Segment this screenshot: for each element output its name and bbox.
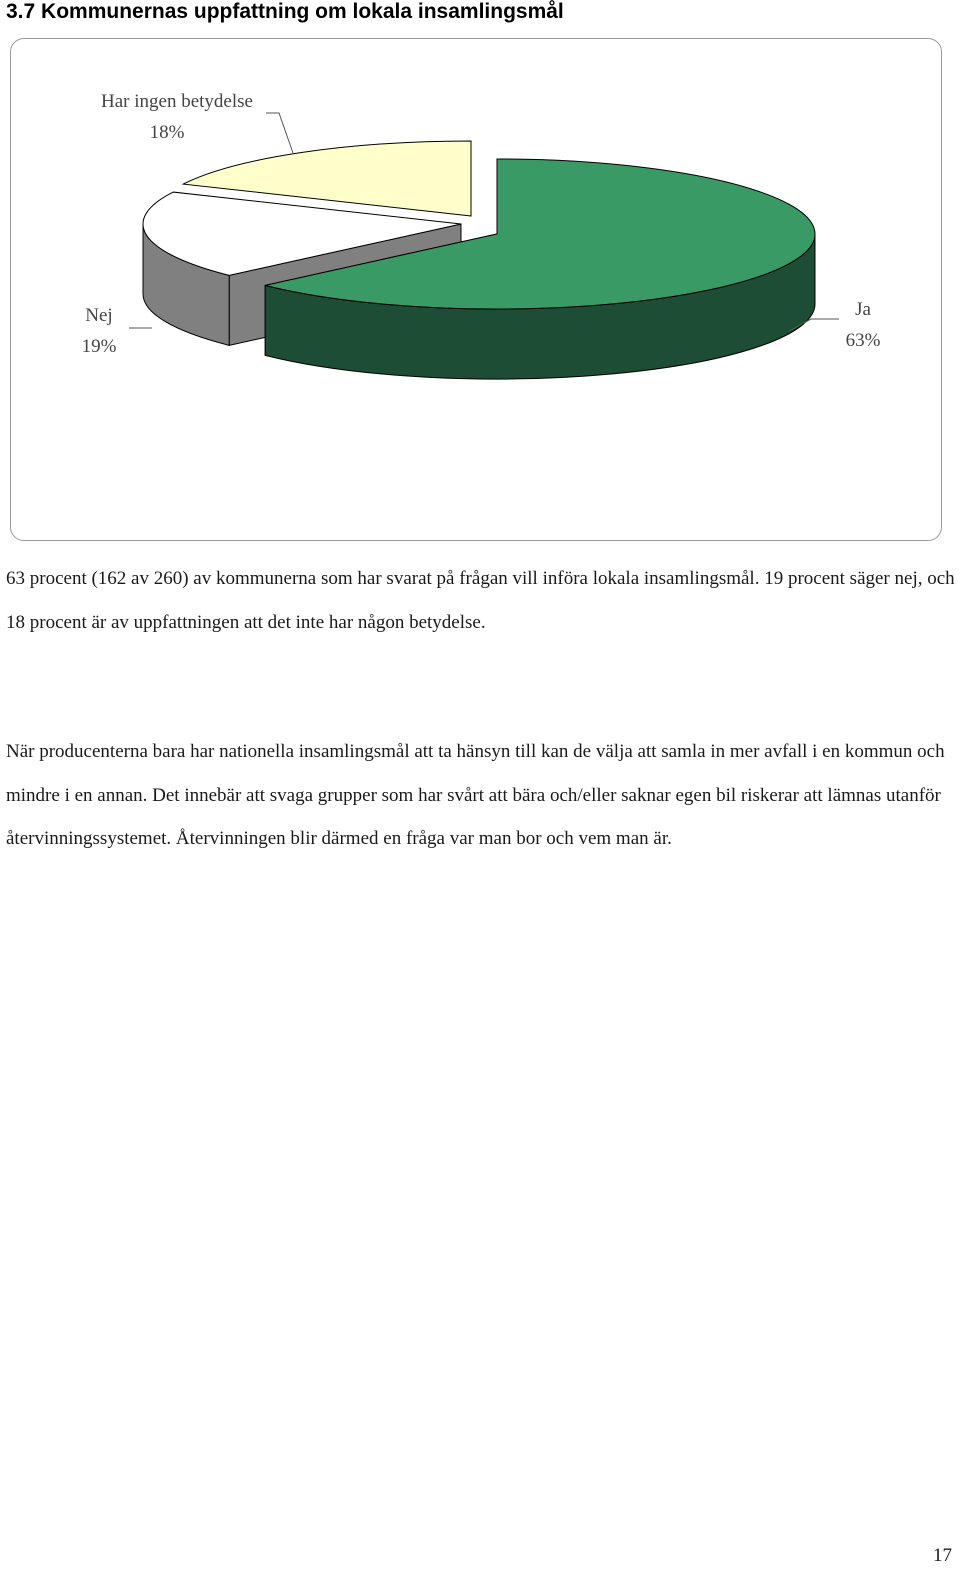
slice-value-nej: 19%	[81, 336, 117, 357]
pie-chart-frame	[10, 38, 942, 541]
section-heading: 3.7 Kommunernas uppfattning om lokala insamlingsmål	[6, 0, 564, 23]
pie-chart	[11, 39, 943, 542]
slice-label-har-ingen-betydelse: Har ingen betydelse	[101, 91, 253, 112]
page-number: 17	[933, 1545, 952, 1566]
paragraph-results: 63 procent (162 av 260) av kommunerna som har svarat på frågan vill införa lokala insamlingsmål. 19 procent säger nej, och 18 procent är av uppfattningen att det inte har någon betydelse.	[6, 568, 955, 633]
slice-label-ja: Ja	[855, 299, 871, 320]
slice-label-nej: Nej	[85, 305, 113, 326]
slice-value-har-ingen-betydelse: 18%	[149, 122, 185, 143]
leader-line-har-ingen-betydelse	[266, 113, 293, 153]
slice-value-ja: 63%	[845, 330, 881, 351]
paragraph-discussion: När producenterna bara har nationella insamlingsmål att ta hänsyn till kan de välja att samla in mer avfall i en kommun och mindre i en annan. Det innebär att svaga grupper som har svårt att bära och/eller saknar egen bil riskerar att lämnas utanför återvinningssystemet. Återvinningen blir därmed en fråga var man bor och vem man är.	[6, 741, 945, 849]
